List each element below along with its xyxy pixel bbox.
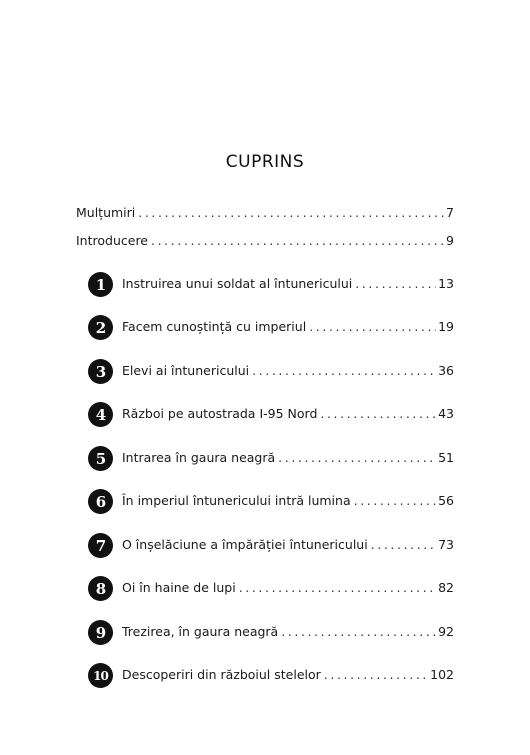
toc-entry-label: Facem cunoștință cu imperiul (122, 319, 307, 334)
toc-entry-label: Mulțumiri (76, 205, 136, 220)
chapter-number-badge: 1 (88, 272, 113, 297)
toc-page-number: 51 (438, 450, 454, 465)
dot-leader (151, 233, 444, 248)
toc-entry-label: Intrarea în gaura neagră (122, 450, 276, 465)
dot-leader (324, 667, 428, 682)
toc-entry-chapter[interactable] (122, 580, 454, 595)
toc-entry-chapter[interactable] (122, 406, 454, 421)
toc-entry-front-matter[interactable] (76, 233, 454, 248)
dot-leader (371, 537, 436, 552)
toc-entry-label: Oi în haine de lupi (122, 580, 236, 595)
chapter-number-badge: 4 (88, 402, 113, 427)
toc-entry-label: O înșelăciune a împărăției întunericului (122, 537, 368, 552)
toc-entry-label: În imperiul întunericului intră lumina (122, 493, 351, 508)
dot-leader (355, 276, 436, 291)
toc-entry-chapter[interactable] (122, 450, 454, 465)
toc-page-number: 73 (438, 537, 454, 552)
toc-entry-front-matter[interactable] (76, 205, 454, 220)
toc-page-number: 82 (438, 580, 454, 595)
toc-entry-label: Elevi ai întunericului (122, 363, 250, 378)
dot-leader (239, 580, 436, 595)
chapter-number-badge: 6 (88, 489, 113, 514)
toc-entry-label: Instruirea unui soldat al întunericului (122, 276, 353, 291)
toc-page-number: 19 (438, 319, 454, 334)
toc-page-number: 43 (438, 406, 454, 421)
chapter-number-badge: 2 (88, 315, 113, 340)
toc-entry-label: Descoperiri din războiul stelelor (122, 667, 321, 682)
dot-leader (309, 319, 436, 334)
chapter-number-badge: 7 (88, 533, 113, 558)
dot-leader (354, 493, 436, 508)
chapter-number-badge: 9 (88, 620, 113, 645)
toc-entry-label: Război pe autostrada I-95 Nord (122, 406, 318, 421)
chapter-number-badge: 10 (88, 663, 113, 688)
toc-page-number: 92 (438, 624, 454, 639)
toc-entry-label: Trezirea, în gaura neagră (122, 624, 279, 639)
toc-entry-label: Introducere (76, 233, 148, 248)
toc-entry-chapter[interactable] (122, 624, 454, 639)
dot-leader (320, 406, 436, 421)
dot-leader (278, 450, 436, 465)
toc-page-number: 13 (438, 276, 454, 291)
dot-leader (252, 363, 436, 378)
toc-entry-chapter[interactable] (122, 276, 454, 291)
chapter-number-badge: 5 (88, 446, 113, 471)
chapter-number-badge: 8 (88, 576, 113, 601)
page-title: CUPRINS (225, 152, 305, 172)
toc-page-number: 102 (430, 667, 454, 682)
toc-page-number: 7 (446, 205, 454, 220)
toc-page-number: 9 (446, 233, 454, 248)
toc-entry-chapter[interactable] (122, 493, 454, 508)
toc-entry-chapter[interactable] (122, 667, 454, 682)
dot-leader (281, 624, 436, 639)
toc-entry-chapter[interactable] (122, 537, 454, 552)
toc-page-number: 56 (438, 493, 454, 508)
toc-entry-chapter[interactable] (122, 319, 454, 334)
toc-page-number: 36 (438, 363, 454, 378)
toc-entry-chapter[interactable] (122, 363, 454, 378)
chapter-number-badge: 3 (88, 359, 113, 384)
dot-leader (138, 205, 444, 220)
